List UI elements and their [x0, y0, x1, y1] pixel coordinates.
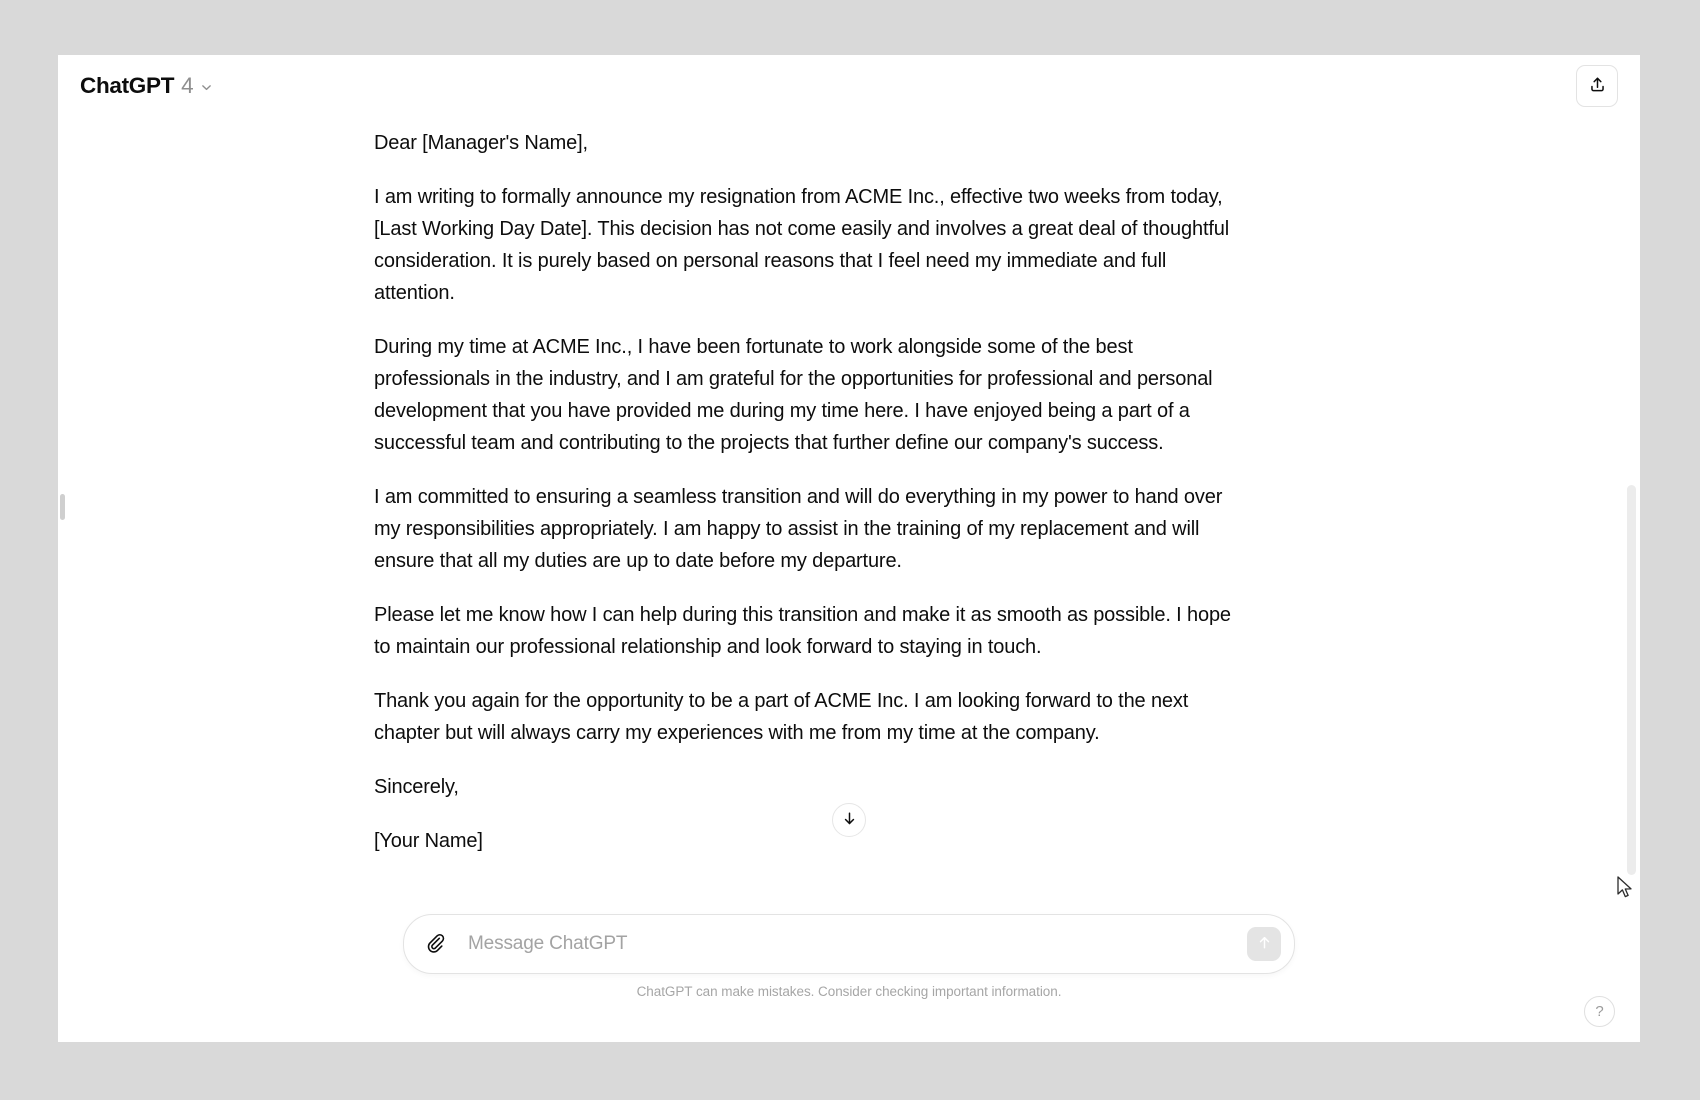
message-paragraph: I am writing to formally announce my resignation from ACME Inc., effective two weeks from today, [Last Working Day Date]. This decision has not come easily and involves a great deal of thoughtful consideration. It is purely based on personal reasons that I feel need my immediate and full attention.	[374, 186, 1230, 304]
send-message-button[interactable]	[1247, 927, 1281, 961]
composer-bar[interactable]	[403, 914, 1295, 974]
app-header	[58, 55, 1640, 117]
model-switcher[interactable]	[72, 67, 223, 105]
message-paragraph: Please let me know how I can help during this transition and make it as smooth as possible. I hope to maintain our professional relationship and look forward to staying in touch.	[374, 604, 1231, 658]
message-paragraph: I am committed to ensuring a seamless transition and will do everything in my power to hand over my responsibilities appropriately. I am happy to assist in the training of my replacement and will ensure that all my duties are up to date before my departure.	[374, 486, 1223, 572]
chevron-down-icon	[200, 81, 213, 94]
message-paragraph: During my time at ACME Inc., I have been fortunate to work alongside some of the best professionals in the industry, and I am grateful for the opportunities for professional and personal development that you have provided me during my time here. I have enjoyed being a part of a successful team and contributing to the projects that further define our company's success.	[374, 336, 1213, 454]
disclaimer-text: ChatGPT can make mistakes. Consider checking important information.	[636, 984, 1062, 999]
scroll-to-bottom-button[interactable]	[832, 803, 866, 837]
brand-name: ChatGPT	[80, 73, 175, 98]
message-paragraph: [Your Name]	[374, 830, 483, 852]
assistant-message	[374, 127, 1244, 857]
message-paragraph: Thank you again for the opportunity to be a part of ACME Inc. I am looking forward to the next chapter but will always carry my experiences with me from my time at the company.	[374, 690, 1189, 744]
paperclip-icon	[426, 932, 447, 956]
vertical-scrollbar-thumb[interactable]	[1627, 485, 1636, 875]
message-paragraph: Sincerely,	[374, 776, 459, 798]
share-button[interactable]	[1576, 65, 1618, 107]
help-button[interactable]: ?	[1584, 996, 1615, 1027]
chatgpt-app-window	[58, 55, 1640, 1042]
arrow-up-icon	[1256, 934, 1273, 954]
composer-area	[58, 902, 1640, 1042]
arrow-down-icon	[841, 810, 858, 830]
message-input[interactable]	[454, 933, 1247, 955]
share-upload-icon	[1588, 75, 1607, 97]
attach-file-button[interactable]	[418, 926, 454, 962]
message-paragraph: Dear [Manager's Name],	[374, 132, 588, 154]
sidebar-resize-handle[interactable]	[60, 494, 65, 520]
model-version-label: 4	[181, 73, 194, 98]
